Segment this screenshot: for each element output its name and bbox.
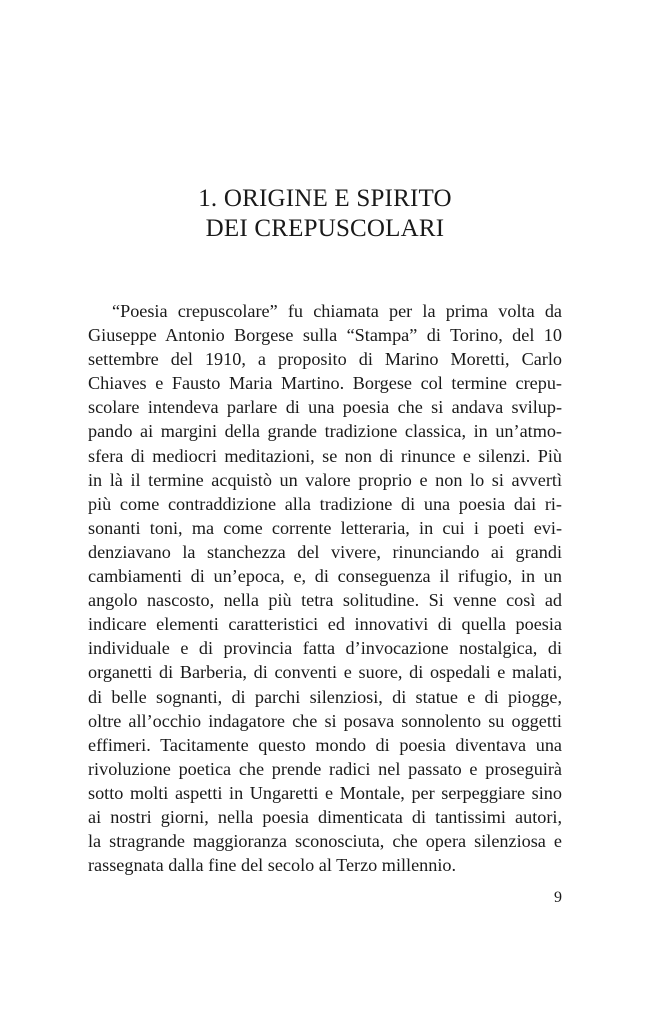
text-line: di belle sognanti, di parchi silenziosi, di statue e di piogge,	[88, 686, 562, 707]
text-line: cambiamenti di un’epoca, e, di conseguenza il rifugio, in un	[88, 566, 562, 587]
text-line: organetti di Barberia, di conventi e suore, di ospedali e malati,	[88, 662, 562, 683]
text-line: “Poesia crepuscolare” fu chiamata per la prima volta da	[112, 301, 562, 321]
text-line: la stragrande maggioranza sconosciuta, che opera silenziosa e	[88, 831, 562, 852]
text-line: più come contraddizione alla tradizione di una poesia dai ri-	[88, 493, 562, 514]
chapter-title-line-1: 1. ORIGINE E SPIRITO	[198, 185, 452, 212]
text-line: Chiaves e Fausto Maria Martino. Borgese col termine crepu-	[88, 373, 562, 394]
body-paragraph	[88, 299, 562, 877]
text-line: rassegnata dalla fine del secolo al Terzo millennio.	[88, 855, 457, 876]
page-number: 9	[554, 889, 562, 906]
text-line: sotto molti aspetti in Ungaretti e Montale, per serpeggiare sino	[88, 782, 562, 803]
text-line: effimeri. Tacitamente questo mondo di poesia diventava una	[88, 734, 562, 755]
text-line: individuale e di provincia fatta d’invocazione nostalgica, di	[88, 638, 562, 659]
text-line: sfera di mediocri meditazioni, se non di rinunce e silenzi. Più	[88, 445, 562, 466]
text-line: oltre all’occhio indagatore che si posava sonnolento su oggetti	[88, 710, 562, 731]
text-line: pando ai margini della grande tradizione classica, in un’atmo-	[88, 421, 562, 442]
text-line: ai nostri giorni, nella poesia dimenticata di tantissimi autori,	[88, 806, 562, 827]
chapter-title-line-2: DEI CREPUSCOLARI	[205, 215, 445, 242]
chapter-title	[0, 184, 650, 244]
text-line: Giuseppe Antonio Borgese sulla “Stampa” di Torino, del 10	[88, 325, 562, 346]
text-line: settembre del 1910, a proposito di Marino Moretti, Carlo	[88, 349, 562, 370]
text-line: angolo nascosto, nella più tetra solitudine. Si venne così ad	[88, 590, 562, 611]
text-line: in là il termine acquistò un valore proprio e non lo si avvertì	[88, 469, 562, 490]
text-line: denziavano la stanchezza del vivere, rinunciando ai grandi	[88, 541, 562, 562]
text-line: scolare intendeva parlare di una poesia che si andava svilup-	[88, 397, 562, 418]
text-line: indicare elementi caratteristici ed innovativi di quella poesia	[88, 614, 562, 635]
text-line: sonanti toni, ma come corrente letteraria, in cui i poeti evi-	[88, 517, 562, 538]
text-line: rivoluzione poetica che prende radici nel passato e proseguirà	[88, 758, 562, 779]
